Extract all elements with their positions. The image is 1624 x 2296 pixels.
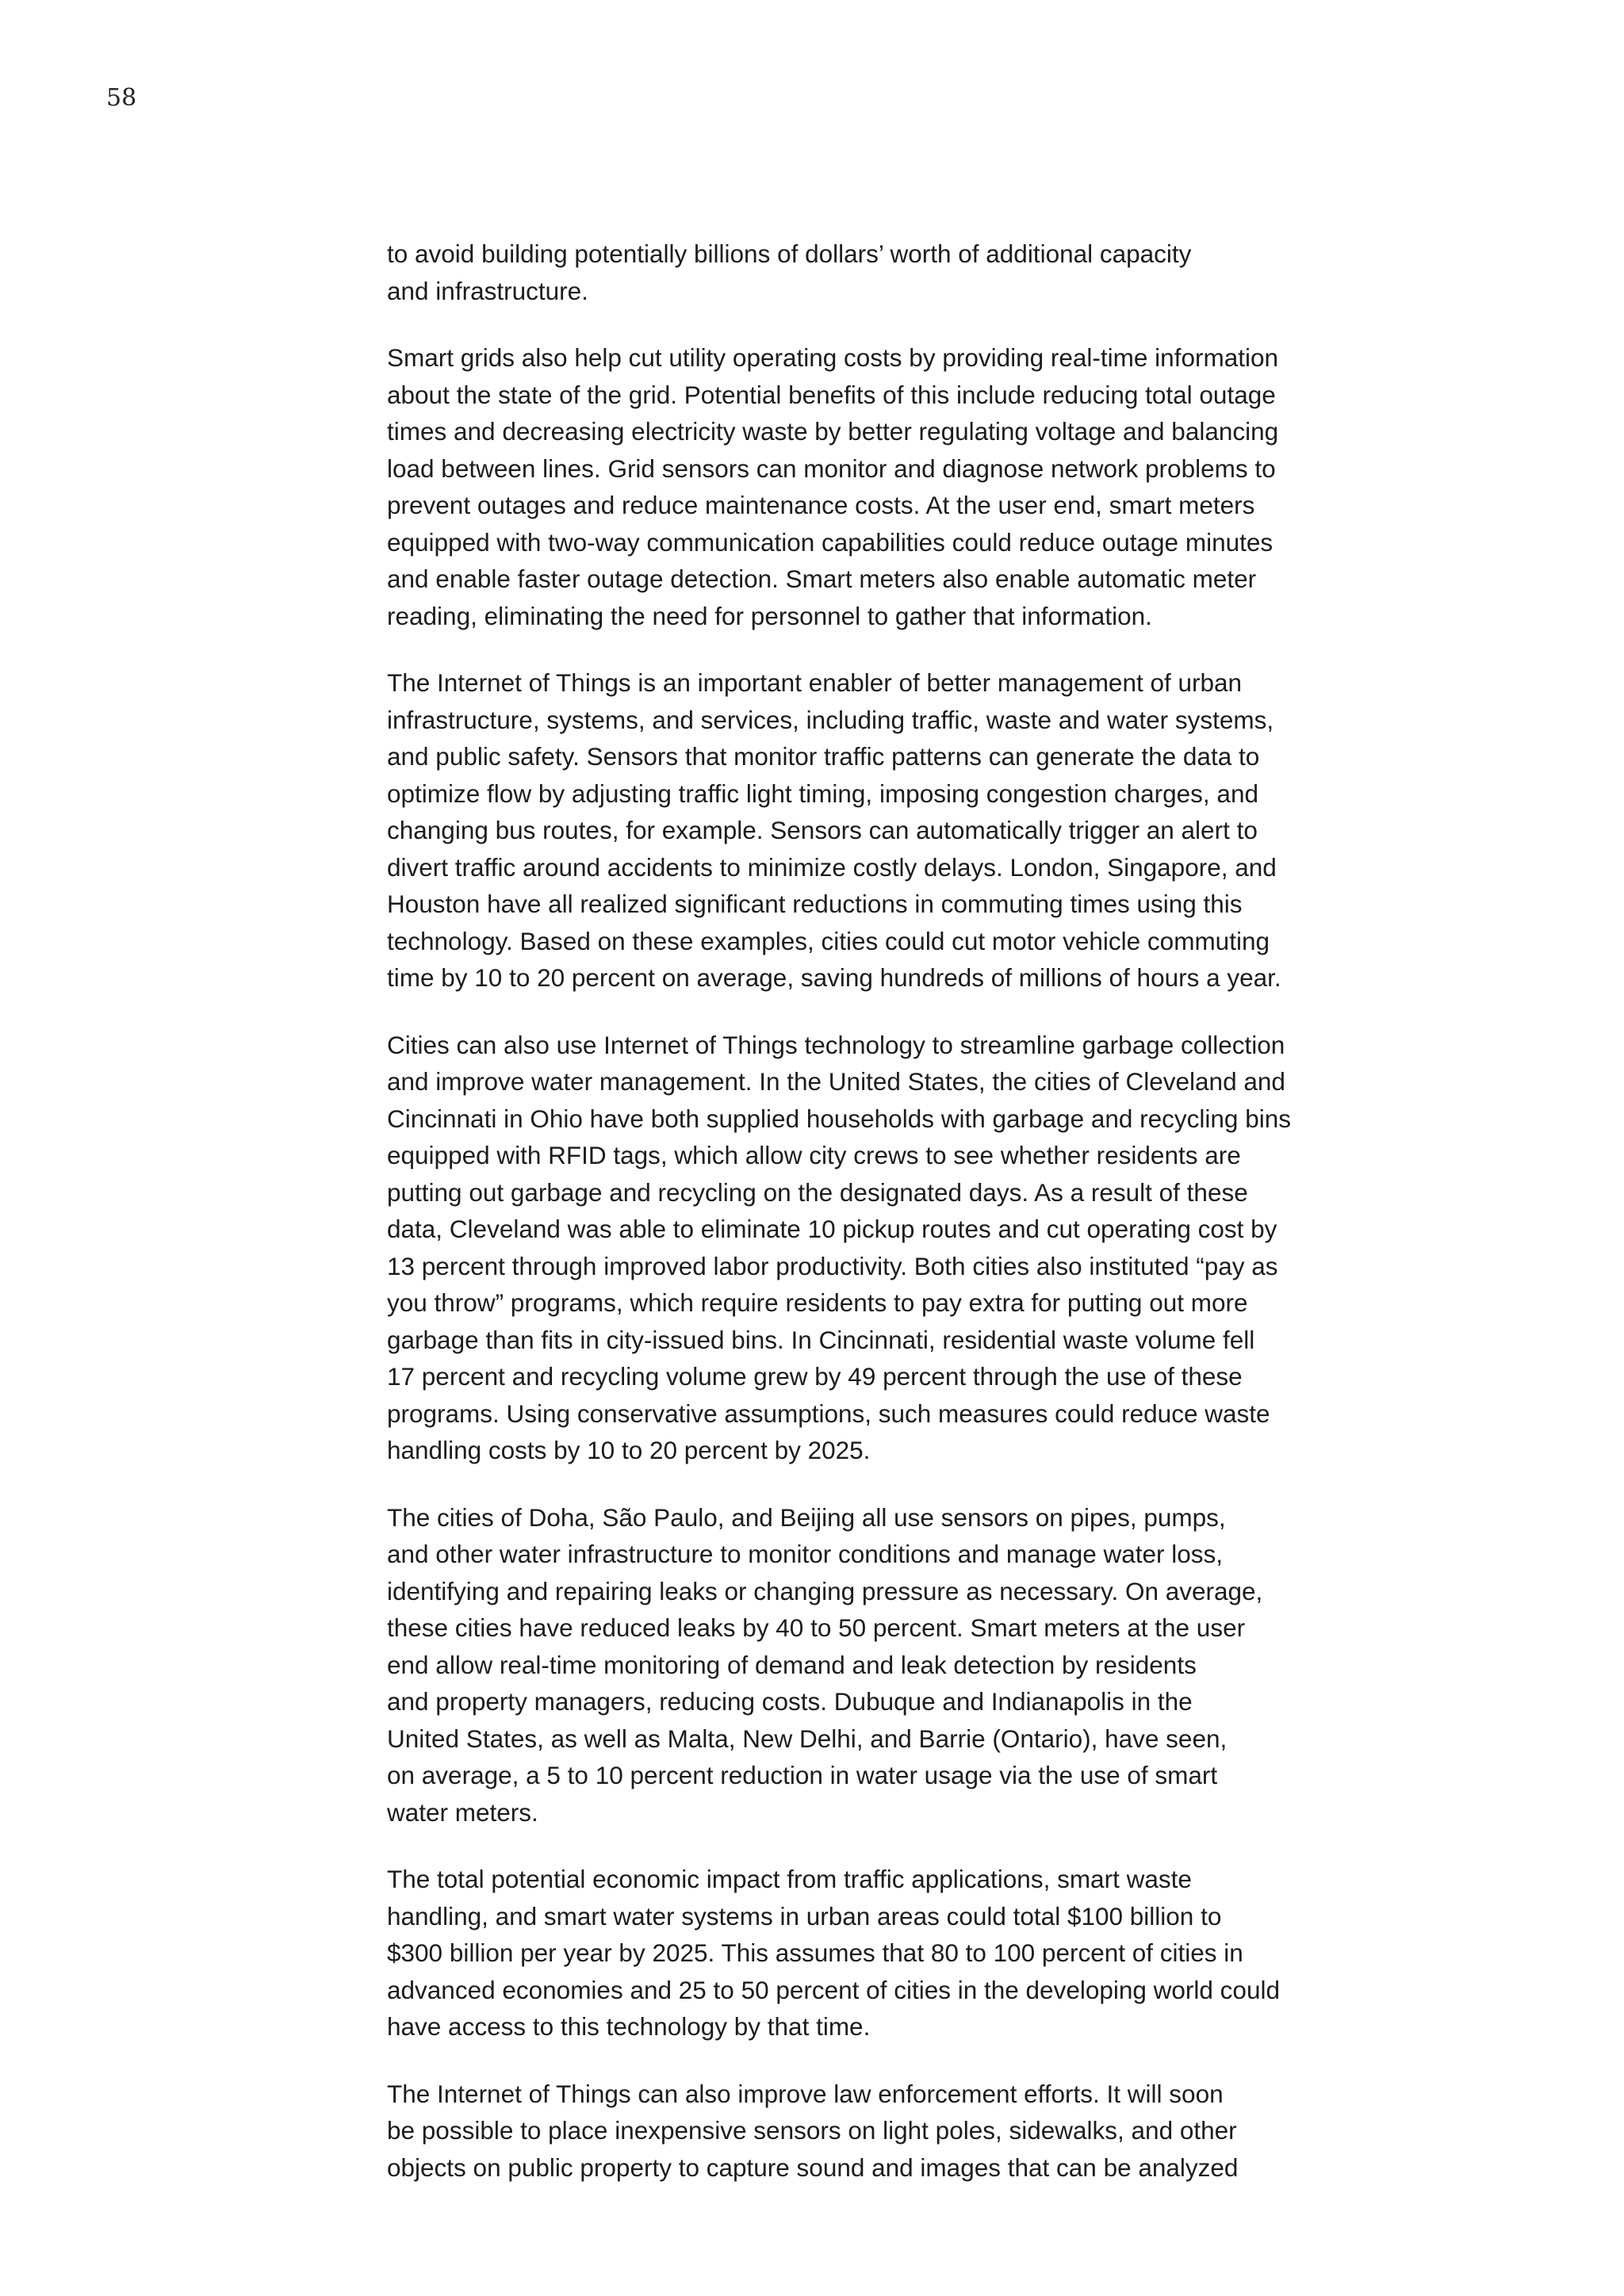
text-line: United States, as well as Malta, New Delhi, and Barrie (Ontario), have seen, xyxy=(387,1724,1228,1753)
text-line: objects on public property to capture sound and images that can be analyzed xyxy=(387,2152,1239,2182)
text-line: load between lines. Grid sensors can monitor and diagnose network problems to xyxy=(387,453,1276,483)
text-line: advanced economies and 25 to 50 percent of cities in the developing world could xyxy=(387,1975,1280,2004)
paragraph-law-enforcement xyxy=(387,2076,1362,2187)
text-line: prevent outages and reduce maintenance costs. At the user end, smart meters xyxy=(387,491,1255,519)
text-line: and public safety. Sensors that monitor traffic patterns can generate the data to xyxy=(387,742,1260,771)
text-line: to avoid building potentially billions of dollars’ worth of additional capacity xyxy=(387,239,1192,268)
text-line: The Internet of Things is an important enabler of better management of urban xyxy=(387,668,1243,697)
paragraph-economic-impact xyxy=(387,1861,1362,2045)
text-line: Smart grids also help cut utility operating costs by providing real-time information xyxy=(387,343,1279,372)
text-line: $300 billion per year by 2025. This assumes that 80 to 100 percent of cities in xyxy=(387,1938,1243,1967)
text-line: 17 percent and recycling volume grew by 49 percent through the use of these xyxy=(387,1362,1243,1391)
text-line: on average, a 5 to 10 percent reduction in water usage via the use of smart xyxy=(387,1761,1218,1789)
text-line: optimize flow by adjusting traffic light timing, imposing congestion charges, and xyxy=(387,779,1258,808)
text-line: 13 percent through improved labor productivity. Both cities also instituted “pay as xyxy=(387,1251,1278,1280)
text-line: Cities can also use Internet of Things technology to streamline garbage collection xyxy=(387,1030,1285,1059)
text-line: be possible to place inexpensive sensors on light poles, sidewalks, and other xyxy=(387,2116,1237,2145)
text-line: and other water infrastructure to monitor conditions and manage water loss, xyxy=(387,1540,1224,1568)
text-line: and property managers, reducing costs. Dubuque and Indianapolis in the xyxy=(387,1687,1193,1716)
text-line: The cities of Doha, São Paulo, and Beijing all use sensors on pipes, pumps, xyxy=(387,1502,1226,1532)
paragraph-capacity xyxy=(387,235,1362,309)
text-line: end allow real-time monitoring of demand and leak detection by residents xyxy=(387,1650,1197,1679)
text-line: these cities have reduced leaks by 40 to 50 percent. Smart meters at the user xyxy=(387,1613,1246,1642)
text-line: garbage than fits in city-issued bins. In Cincinnati, residential waste volume fell xyxy=(387,1325,1255,1354)
text-line: programs. Using conservative assumptions, such measures could reduce waste xyxy=(387,1399,1270,1428)
text-line: Cincinnati in Ohio have both supplied households with garbage and recycling bins xyxy=(387,1104,1291,1133)
text-line: times and decreasing electricity waste by better regulating voltage and balancing xyxy=(387,417,1279,446)
text-line: infrastructure, systems, and services, including traffic, waste and water systems, xyxy=(387,705,1274,734)
paragraph-smart-grids xyxy=(387,339,1362,634)
text-line: and improve water management. In the United States, the cities of Cleveland and xyxy=(387,1067,1285,1096)
text-line: about the state of the grid. Potential benefits of this include reducing total outage xyxy=(387,380,1276,409)
text-line: handling, and smart water systems in urban areas could total $100 billion to xyxy=(387,1901,1222,1931)
text-line: equipped with two-way communication capabilities could reduce outage minutes xyxy=(387,527,1274,557)
text-line: handling costs by 10 to 20 percent by 2025. xyxy=(387,1436,871,1464)
paragraph-urban-infrastructure xyxy=(387,664,1362,997)
body-text xyxy=(387,235,1362,2186)
text-line: putting out garbage and recycling on the designated days. As a result of these xyxy=(387,1177,1248,1207)
text-line: changing bus routes, for example. Sensors can automatically trigger an alert to xyxy=(387,816,1258,844)
text-line: time by 10 to 20 percent on average, saving hundreds of millions of hours a year. xyxy=(387,963,1281,992)
text-line: and enable faster outage detection. Smart meters also enable automatic meter xyxy=(387,564,1257,593)
text-line: reading, eliminating the need for personnel to gather that information. xyxy=(387,601,1152,630)
paragraph-water-infrastructure xyxy=(387,1499,1362,1831)
text-line: and infrastructure. xyxy=(387,276,588,305)
text-line: water meters. xyxy=(387,1797,538,1827)
text-line: The total potential economic impact from traffic applications, smart waste xyxy=(387,1865,1192,1893)
paragraph-garbage-collection xyxy=(387,1027,1362,1469)
text-line: Houston have all realized significant reductions in commuting times using this xyxy=(387,890,1243,918)
page-number: 58 xyxy=(106,84,137,112)
text-line: data, Cleveland was able to eliminate 10 pickup routes and cut operating cost by xyxy=(387,1215,1277,1243)
text-line: have access to this technology by that time. xyxy=(387,2012,871,2041)
text-line: technology. Based on these examples, cities could cut motor vehicle commuting xyxy=(387,926,1270,955)
text-line: identifying and repairing leaks or changing pressure as necessary. On average, xyxy=(387,1576,1263,1605)
text-line: equipped with RFID tags, which allow city crews to see whether residents are xyxy=(387,1141,1241,1169)
text-line: you throw” programs, which require residents to pay extra for putting out more xyxy=(387,1288,1248,1317)
text-line: The Internet of Things can also improve law enforcement efforts. It will soon xyxy=(387,2079,1224,2108)
text-line: divert traffic around accidents to minimize costly delays. London, Singapore, and xyxy=(387,852,1277,882)
